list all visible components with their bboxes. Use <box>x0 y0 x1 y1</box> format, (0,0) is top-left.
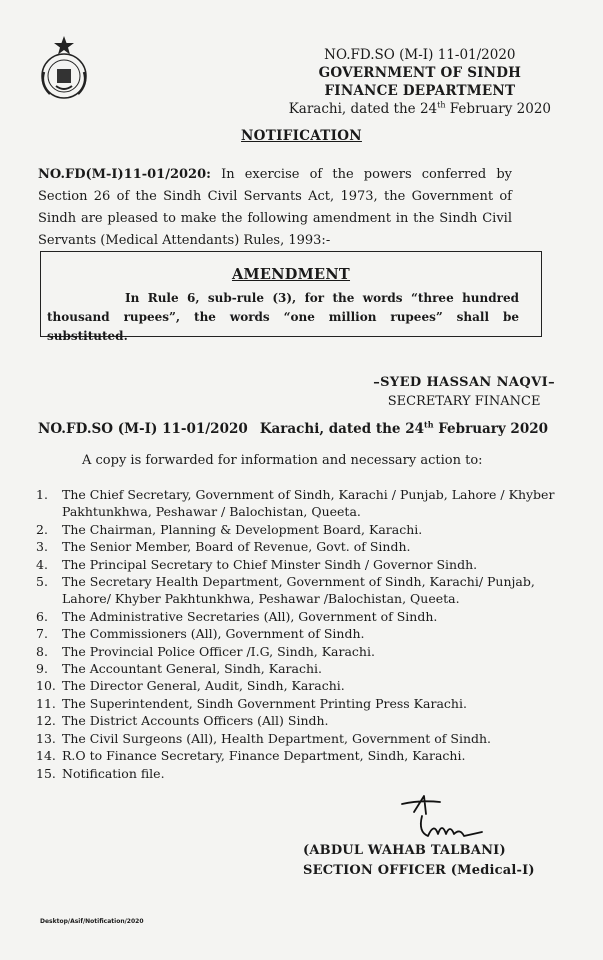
list-item <box>36 556 566 573</box>
intro-paragraph <box>38 164 512 252</box>
forwarding-reference: NO.FD.SO (M-I) 11-01/2020 <box>38 421 248 437</box>
page-title: NOTIFICATION <box>241 128 362 144</box>
list-item-text: The Accountant General, Sindh, Karachi. <box>62 661 322 677</box>
list-item-text: The Secretary Health Department, Government of Sindh, Karachi/ Punjab, Lahore/ Khyber Pakhtunkhwa, Peshawar /Balochistan, Queeta. <box>62 574 535 607</box>
list-item <box>36 625 566 642</box>
section-officer-title: SECTION OFFICER (Medical-I) <box>303 863 535 878</box>
secretary-name: –SYED HASSAN NAQVI– <box>373 375 555 390</box>
list-item <box>36 643 566 660</box>
list-item-text: The Principal Secretary to Chief Minster Sindh / Governor Sindh. <box>62 556 478 572</box>
list-item-text: Notification file. <box>62 765 165 781</box>
forwarding-date: Karachi, dated the 24th February 2020 <box>259 419 548 437</box>
list-item-number: 3. <box>36 539 48 555</box>
amendment-box <box>40 251 542 343</box>
sindh-government-seal-icon <box>30 34 98 102</box>
file-path-footer: Desktop/Asif/Notification/2020 <box>40 918 144 925</box>
letter-reference: NO.FD.SO (M-I) 11-01/2020 <box>324 47 516 63</box>
list-item <box>36 538 566 555</box>
list-item-text: R.O to Finance Secretary, Finance Department, Sindh, Karachi. <box>62 748 466 764</box>
list-item-text: The Director General, Audit, Sindh, Karachi. <box>62 678 345 694</box>
list-item-number: 13. <box>36 730 56 746</box>
intro-text: In exercise of the powers conferred by Section 26 of the Sindh Civil Servants Act, 1973, the Government of Sindh are pleased to make the following amendment in the Sindh Civil Servants (Medical Attendants) Rules, 1993:- <box>38 167 512 248</box>
list-item-number: 2. <box>36 521 48 537</box>
list-item <box>36 712 566 729</box>
list-item-text: The Administrative Secretaries (All), Government of Sindh. <box>62 608 438 624</box>
copy-forward-line: A copy is forwarded for information and necessary action to: <box>82 453 483 468</box>
list-item-number: 10. <box>36 678 56 694</box>
list-item-number: 6. <box>36 608 48 624</box>
list-item-number: 12. <box>36 713 56 729</box>
list-item-text: The Civil Surgeons (All), Health Department, Government of Sindh. <box>62 730 492 746</box>
list-item <box>36 695 566 712</box>
list-item <box>36 660 566 677</box>
list-item-text: The Chairman, Planning & Development Board, Karachi. <box>62 521 423 537</box>
forwarding-reference-line <box>38 421 548 437</box>
notification-reference: NO.FD(M-I)11-01/2020: <box>38 167 211 182</box>
list-item-text: The Chief Secretary, Government of Sindh, Karachi / Punjab, Lahore / Khyber Pakhtunkhwa, Peshawar / Balochistan, Queeta. <box>62 487 555 520</box>
list-item-text: The Provincial Police Officer /I.G, Sindh, Karachi. <box>62 643 375 659</box>
list-item-number: 9. <box>36 661 48 677</box>
list-item-text: The Commissioners (All), Government of Sindh. <box>62 626 365 642</box>
recipient-list <box>36 486 566 782</box>
list-item <box>36 677 566 694</box>
list-item <box>36 747 566 764</box>
secretary-signature-block <box>373 373 555 411</box>
list-item-number: 8. <box>36 643 48 659</box>
government-name: GOVERNMENT OF SINDH <box>318 65 522 81</box>
amendment-text: In Rule 6, sub-rule (3), for the words “three hundred thousand rupees”, the words “one million rupees” shall be substituted. <box>47 291 519 343</box>
section-officer-name: (ABDUL WAHAB TALBANI) <box>303 843 506 858</box>
list-item-number: 5. <box>36 574 48 590</box>
list-item <box>36 730 566 747</box>
list-item-number: 1. <box>36 487 48 502</box>
list-item <box>36 573 566 608</box>
list-item <box>36 521 566 538</box>
list-item-number: 14. <box>36 748 56 764</box>
list-item-number: 15. <box>36 765 56 781</box>
list-item-text: The District Accounts Officers (All) Sindh. <box>62 713 329 729</box>
letterhead <box>289 46 551 118</box>
list-item-number: 7. <box>36 626 48 642</box>
amendment-heading: AMENDMENT <box>231 266 351 283</box>
list-item <box>36 608 566 625</box>
secretary-title: SECRETARY FINANCE <box>387 394 541 409</box>
department-name: FINANCE DEPARTMENT <box>324 83 516 99</box>
letter-date: Karachi, dated the 24th February 2020 <box>288 100 551 117</box>
list-item-text: The Superintendent, Sindh Government Printing Press Karachi. <box>62 695 467 711</box>
list-item-number: 11. <box>36 695 56 711</box>
list-item-text: The Senior Member, Board of Revenue, Govt. of Sindh. <box>62 539 411 555</box>
list-item <box>36 486 566 521</box>
list-item <box>36 765 566 782</box>
section-officer-signature-block <box>303 841 535 881</box>
list-item-number: 4. <box>36 556 48 572</box>
